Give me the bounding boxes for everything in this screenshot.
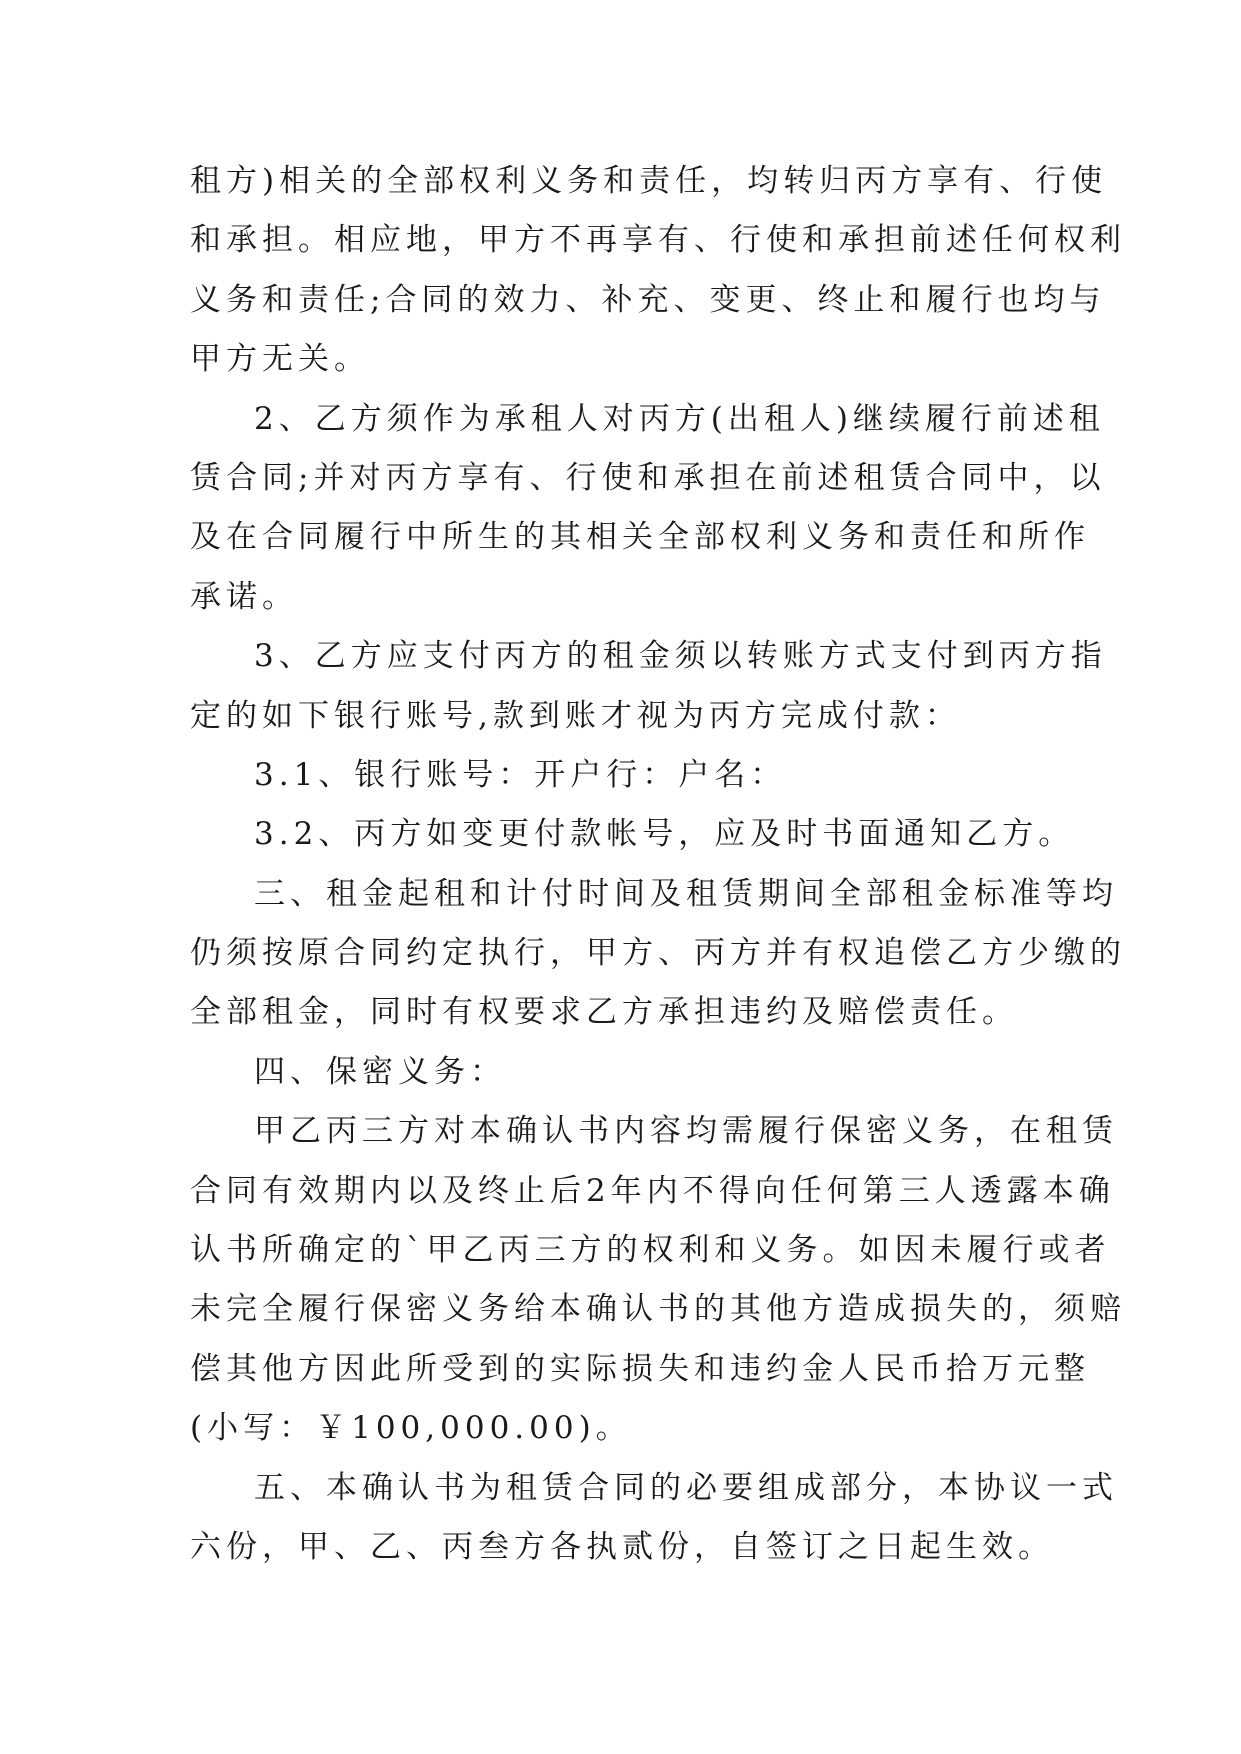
paragraph bbox=[190, 865, 1126, 1043]
text-line: 合同有效期内以及终止后2年内不得向任何第三人透露本确 bbox=[190, 1172, 1115, 1209]
text-line: (小写：￥100,000.00)。 bbox=[190, 1410, 632, 1447]
text-line: 五、本确认书为租赁合同的必要组成部分，本协议一式 bbox=[254, 1469, 1118, 1506]
text-line: 和承担。相应地，甲方不再享有、行使和承担前述任何权利 bbox=[190, 222, 1126, 259]
text-line: 偿其他方因此所受到的实际损失和违约金人民币拾万元整 bbox=[190, 1350, 1090, 1387]
paragraph bbox=[190, 1102, 1126, 1458]
text-line: 义务和责任;合同的效力、补充、变更、终止和履行也均与 bbox=[190, 281, 1106, 318]
paragraph bbox=[190, 1459, 1118, 1578]
text-line: 定的如下银行账号,款到账才视为丙方完成付款： bbox=[190, 697, 961, 734]
text-line: 甲乙丙三方对本确认书内容均需履行保密义务，在租赁 bbox=[254, 1113, 1118, 1150]
paragraph bbox=[190, 805, 1075, 864]
text-line: 四、保密义务： bbox=[254, 1053, 506, 1090]
text-line: 租方)相关的全部权利义务和责任，均转归丙方享有、行使 bbox=[190, 163, 1108, 199]
paragraph bbox=[190, 390, 1106, 628]
text-line: 全部租金，同时有权要求乙方承担违约及赔偿责任。 bbox=[190, 994, 1018, 1031]
paragraph bbox=[190, 627, 1107, 746]
text-line: 3.2、丙方如变更付款帐号，应及时书面通知乙方。 bbox=[254, 816, 1075, 853]
text-line: 认书所确定的`甲乙丙三方的权利和义务。如因未履行或者 bbox=[190, 1232, 1111, 1269]
text-line: 甲方无关。 bbox=[190, 341, 370, 378]
paragraph bbox=[190, 1043, 1048, 1102]
text-line: 承诺。 bbox=[190, 578, 298, 615]
document-body bbox=[190, 152, 1126, 1577]
text-line: 仍须按原合同约定执行，甲方、丙方并有权追偿乙方少缴的 bbox=[190, 935, 1126, 972]
text-line: 赁合同;并对丙方享有、行使和承担在前述租赁合同中，以 bbox=[190, 459, 1106, 496]
text-line: 及在合同履行中所生的其相关全部权利义务和责任和所作 bbox=[190, 519, 1090, 556]
text-line: 3.1、银行账号：开户行：户名： bbox=[254, 756, 787, 793]
paragraph bbox=[190, 152, 1126, 390]
paragraph bbox=[190, 746, 1048, 805]
text-line: 2、乙方须作为承租人对丙方(出租人)继续履行前述租 bbox=[254, 400, 1105, 437]
text-line: 六份，甲、乙、丙叁方各执贰份，自签订之日起生效。 bbox=[190, 1528, 1054, 1565]
text-line: 三、租金起租和计付时间及租赁期间全部租金标准等均 bbox=[254, 875, 1118, 912]
text-line: 3、乙方应支付丙方的租金须以转账方式支付到丙方指 bbox=[254, 638, 1107, 675]
text-line: 未完全履行保密义务给本确认书的其他方造成损失的，须赔 bbox=[190, 1291, 1126, 1328]
